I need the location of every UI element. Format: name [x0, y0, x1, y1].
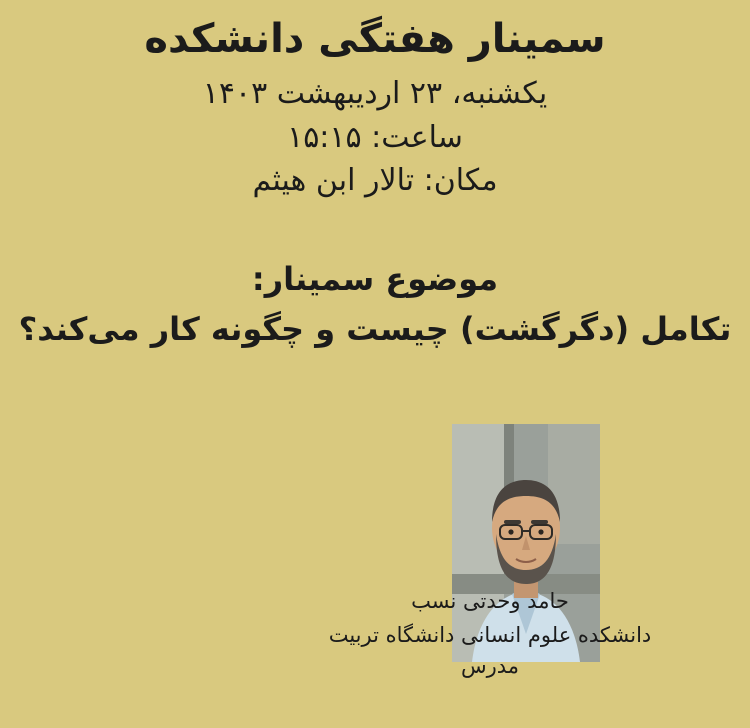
- seminar-topic: [0, 255, 750, 353]
- topic-text: تکامل (دگرگشت) چیست و چگونه کار می‌کند؟: [18, 309, 732, 348]
- poster-header: [0, 0, 750, 203]
- seminar-date: یکشنبه، ۲۳ اردیبهشت ۱۴۰۳: [202, 76, 548, 111]
- topic-label: موضوع سمینار:: [251, 259, 499, 298]
- speaker-section: [0, 424, 750, 678]
- seminar-time: ساعت: ۱۵:۱۵: [287, 119, 463, 155]
- seminar-place: مکان: تالار ابن هیثم: [252, 163, 498, 198]
- speaker-details: [310, 586, 670, 683]
- speaker-name: حامد وحدتی نسب: [411, 589, 569, 613]
- speaker-affiliation: دانشکده علوم انسانی دانشگاه تربیت مدرس: [328, 622, 652, 678]
- page-title: سمینار هفتگی دانشکده: [144, 16, 606, 62]
